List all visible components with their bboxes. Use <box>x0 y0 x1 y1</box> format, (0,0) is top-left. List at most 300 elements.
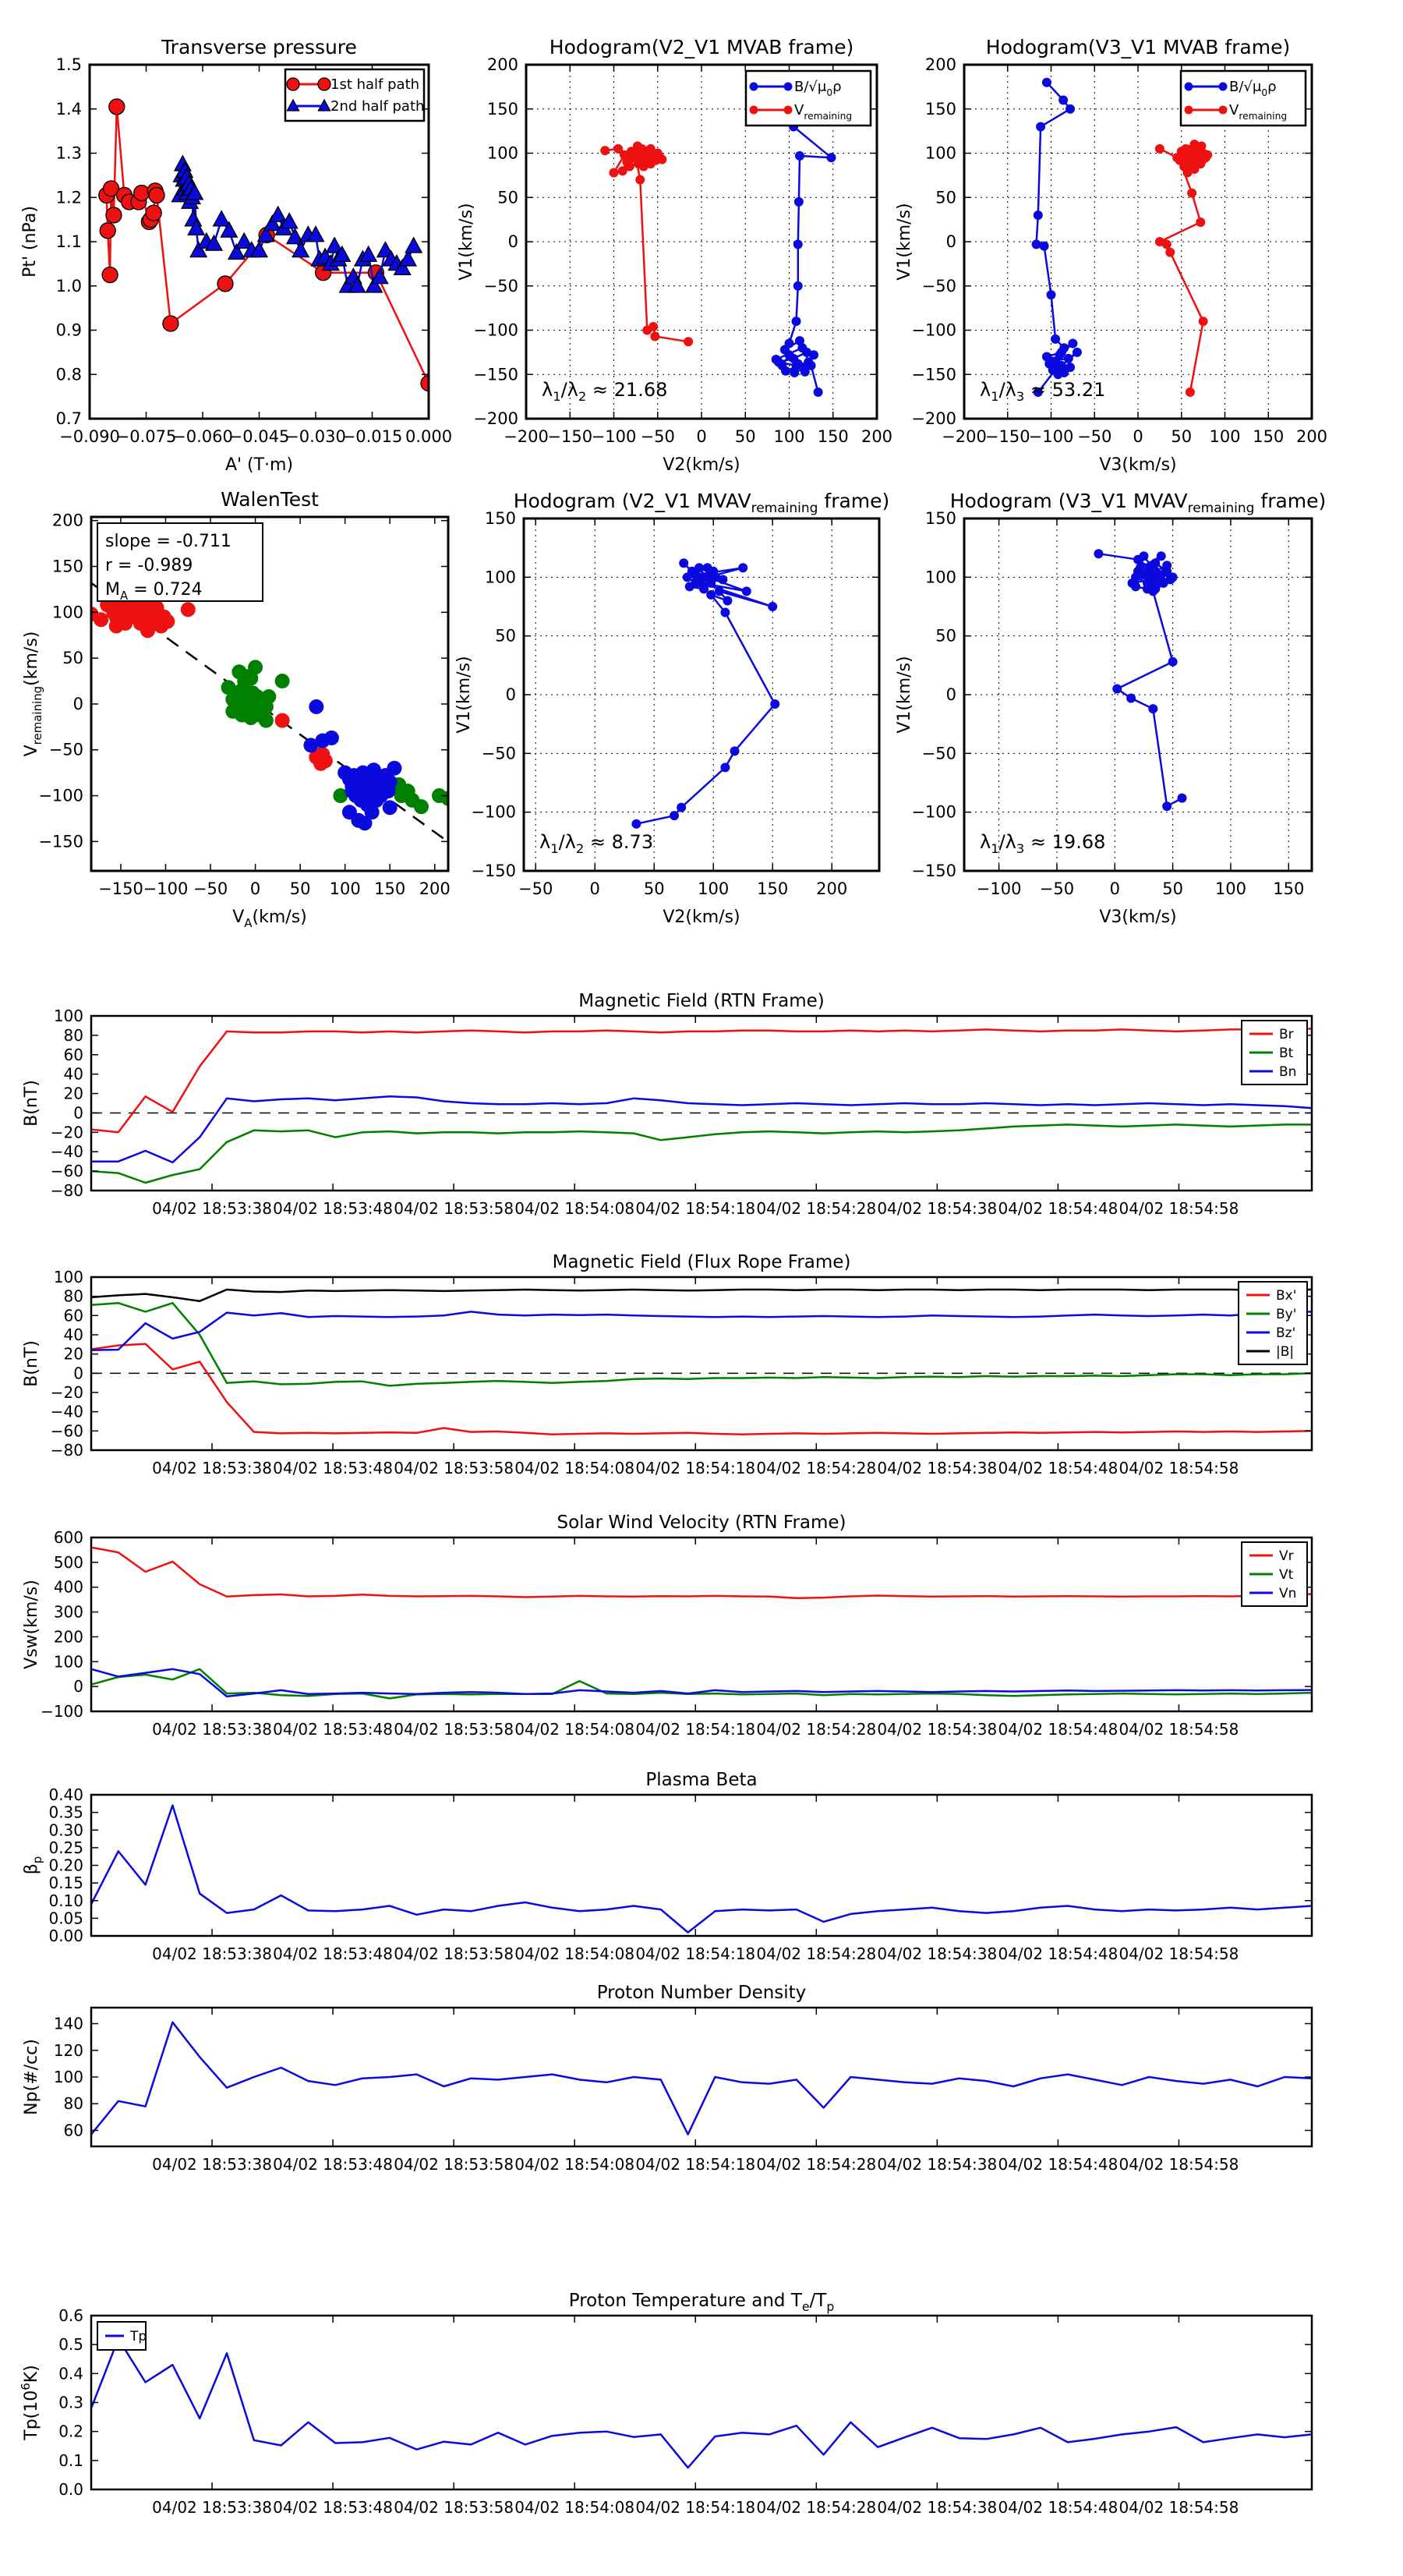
x-tick-label: 50 <box>734 427 756 446</box>
legend-label: |B| <box>1276 1344 1295 1360</box>
plot-area <box>99 99 436 391</box>
y-tick-label: 100 <box>51 603 83 622</box>
y-tick-label: 140 <box>53 2014 83 2033</box>
y-tick-label: 0.35 <box>48 1803 83 1822</box>
x-tick-label: 04/02 18:53:58 <box>394 2155 514 2174</box>
marker <box>109 99 125 115</box>
y-tick-label: −100 <box>41 1702 83 1721</box>
x-tick-label: 04/02 18:54:58 <box>1119 1944 1239 1963</box>
y-tick-label: 0.4 <box>58 2364 83 2383</box>
series-V-remaining <box>600 141 693 346</box>
x-tick-label: 100 <box>1209 427 1241 446</box>
marker <box>631 147 640 157</box>
marker <box>1148 586 1157 596</box>
y-tick-label: 100 <box>53 2068 83 2086</box>
x-tick-label: 50 <box>1162 879 1183 898</box>
y-tick-labels <box>56 55 82 428</box>
x-tick-label: −200 <box>942 427 987 446</box>
y-tick-label: −50 <box>921 744 956 763</box>
legend-label: By' <box>1276 1307 1297 1322</box>
x-tick-label: 04/02 18:53:48 <box>273 2498 394 2517</box>
x-tick-label: 04/02 18:54:38 <box>877 2498 998 2517</box>
marker <box>750 83 758 91</box>
x-axis-label: V2(km/s) <box>663 455 740 475</box>
marker <box>1034 211 1043 220</box>
legend-vsw <box>1242 1542 1307 1606</box>
series-line <box>91 1669 1312 1697</box>
marker <box>793 239 803 249</box>
x-tick-label: 150 <box>757 879 789 898</box>
y-tick-label: −60 <box>50 1421 83 1441</box>
marker <box>1058 95 1068 104</box>
plot-area <box>91 1806 1312 1933</box>
marker <box>697 579 706 588</box>
marker <box>292 242 309 257</box>
y-tick-label: 1.0 <box>55 276 82 295</box>
y-tick-label: 60 <box>63 2121 83 2140</box>
x-tick-label: 04/02 18:54:28 <box>756 1944 877 1963</box>
title-mag-fr: Magnetic Field (Flux Rope Frame) <box>552 1252 851 1272</box>
y-tick-label: 1.4 <box>55 99 82 119</box>
marker <box>1051 334 1060 344</box>
panel-hodogram-v3v1-mvab <box>895 36 1327 475</box>
marker <box>1133 567 1143 576</box>
lambda-annotation: $\lambda_1/\lambda_2 \approx 8.73$ <box>539 831 654 856</box>
x-tick-label: 04/02 18:54:18 <box>635 2155 756 2174</box>
x-tick-label: 04/02 18:54:28 <box>756 2498 877 2517</box>
marker <box>214 211 230 226</box>
plot-area <box>91 2339 1312 2468</box>
marker <box>1094 549 1103 558</box>
marker <box>1155 237 1164 246</box>
marker <box>706 590 716 600</box>
marker <box>94 612 108 627</box>
x-tick-labels <box>942 427 1327 446</box>
plot-area <box>84 583 456 841</box>
y-tick-label: 0.25 <box>48 1838 83 1857</box>
series-V-remaining <box>1155 140 1212 397</box>
series-Tp <box>91 2339 1312 2468</box>
legend-label: Bz' <box>1276 1325 1296 1341</box>
panel-mag-fr <box>22 1252 1312 1477</box>
y-tick-label: −50 <box>48 740 83 759</box>
x-tick-label: 150 <box>1253 427 1285 446</box>
y-tick-label: 0 <box>505 685 516 704</box>
x-tick-label: 04/02 18:54:38 <box>877 2155 998 2174</box>
title-np: Proton Number Density <box>596 1983 807 2003</box>
marker <box>1052 363 1062 372</box>
marker <box>1131 582 1140 591</box>
x-tick-label: 04/02 18:54:38 <box>877 1199 998 1218</box>
panel-vsw <box>22 1513 1312 1739</box>
y-tick-label: −100 <box>911 802 956 822</box>
marker <box>275 674 290 688</box>
marker <box>684 337 693 346</box>
ticks <box>91 2008 1312 2146</box>
x-tick-label: −100 <box>976 879 1022 898</box>
series-line <box>91 1344 1312 1435</box>
x-tick-labels <box>152 2155 1239 2174</box>
marker <box>324 731 339 745</box>
x-tick-label: 04/02 18:54:48 <box>998 1459 1119 1477</box>
ticks <box>91 1277 1312 1450</box>
y-tick-label: −150 <box>911 365 956 384</box>
y-tick-label: 0.8 <box>55 365 82 384</box>
marker <box>149 187 164 203</box>
y-tick-label: 200 <box>51 511 83 530</box>
marker <box>318 78 330 90</box>
legend-hodogram-v3v1-mvab <box>1181 71 1306 126</box>
x-tick-label: 04/02 18:54:28 <box>756 1459 877 1477</box>
axes-box <box>91 1795 1312 1936</box>
y-tick-label: 0.30 <box>48 1821 83 1840</box>
x-tick-labels <box>98 879 451 898</box>
y-tick-label: 100 <box>486 143 518 163</box>
y-tick-label: 200 <box>486 55 518 74</box>
lambda-annotation: $\lambda_1/\lambda_2 \approx 21.68$ <box>542 379 668 404</box>
lambda-annotation: $\lambda_1/\lambda_3 \approx 19.68$ <box>980 831 1106 856</box>
y-tick-label: 100 <box>53 1652 83 1672</box>
marker <box>784 83 793 91</box>
y-tick-label: 500 <box>53 1552 83 1572</box>
legend-label: Br <box>1279 1027 1294 1042</box>
marker <box>1047 290 1056 299</box>
series-Vt <box>91 1669 1312 1699</box>
x-axis-label: $V_A(km/s)$ <box>232 908 307 930</box>
x-tick-label: −50 <box>640 427 675 446</box>
x-tick-label: 04/02 18:53:58 <box>394 1944 514 1963</box>
marker <box>827 153 836 162</box>
marker <box>720 763 730 772</box>
x-tick-label: 200 <box>816 879 848 898</box>
y-tick-label: 150 <box>924 99 956 119</box>
x-tick-label: −0.060 <box>172 427 233 446</box>
legend-label: Vt <box>1279 1567 1294 1583</box>
marker <box>792 317 801 326</box>
marker <box>685 582 694 591</box>
x-tick-labels <box>152 1720 1239 1739</box>
marker <box>102 267 118 283</box>
x-tick-label: 04/02 18:54:18 <box>635 2498 756 2517</box>
y-tick-label: −80 <box>50 1441 83 1460</box>
x-tick-label: 0 <box>1133 427 1143 446</box>
x-tick-label: 04/02 18:53:38 <box>152 1459 272 1477</box>
x-tick-label: 200 <box>861 427 893 446</box>
marker <box>793 281 803 291</box>
y-tick-label: 100 <box>924 568 956 587</box>
series-Bx-prime <box>91 1344 1312 1435</box>
legend-label: $B/√\mu_0\rho$ <box>1229 79 1277 98</box>
x-tick-label: 04/02 18:54:28 <box>756 2155 877 2174</box>
y-tick-label: 0.15 <box>48 1874 83 1893</box>
marker <box>600 146 610 155</box>
marker <box>181 602 196 617</box>
x-tick-label: −200 <box>504 427 549 446</box>
y-tick-label: 0.3 <box>58 2393 83 2412</box>
y-axis-label: B(nT) <box>22 1080 41 1127</box>
y-tick-label: −50 <box>921 276 956 295</box>
y-tick-label: 50 <box>497 188 518 207</box>
x-tick-label: −0.075 <box>115 427 177 446</box>
marker <box>1168 572 1178 582</box>
x-tick-label: 04/02 18:53:38 <box>152 1199 272 1218</box>
series-line <box>91 1096 1312 1162</box>
y-axis-label: Pt' (nPa) <box>20 206 40 278</box>
ticks <box>91 2316 1312 2489</box>
y-tick-label: 150 <box>484 509 516 528</box>
marker <box>1155 144 1164 154</box>
series-Bt <box>91 1124 1312 1183</box>
x-tick-label: −50 <box>193 879 228 898</box>
marker <box>809 350 818 359</box>
x-tick-label: 04/02 18:54:38 <box>877 1944 998 1963</box>
series-line <box>91 1311 1312 1350</box>
marker <box>400 251 416 266</box>
y-tick-label: 1.3 <box>55 143 82 163</box>
marker <box>1187 189 1196 198</box>
title-hodogram-v3v1-mvav: Hodogram (V3_V1 $MVAV_{remaining}$ frame) <box>949 490 1327 516</box>
marker <box>1066 104 1075 114</box>
marker <box>1179 162 1189 172</box>
marker <box>401 784 415 798</box>
marker <box>784 106 793 115</box>
y-tick-label: −80 <box>50 1181 83 1200</box>
y-tick-labels <box>54 2015 83 2140</box>
y-tick-label: 60 <box>63 1045 83 1064</box>
marker <box>134 186 150 201</box>
x-tick-label: 0 <box>696 427 707 446</box>
x-tick-label: −150 <box>984 427 1030 446</box>
x-tick-label: 04/02 18:54:38 <box>877 1459 998 1477</box>
legend-label: 1st half path <box>330 76 420 93</box>
y-tick-label: 0.00 <box>48 1927 83 1945</box>
series-line <box>91 2339 1312 2468</box>
marker <box>720 608 730 617</box>
y-tick-label: 0.5 <box>58 2335 83 2355</box>
marker <box>635 175 645 185</box>
x-tick-label: 50 <box>1171 427 1193 446</box>
panel-hodogram-v3v1-mvav <box>895 490 1326 927</box>
marker <box>1042 78 1051 87</box>
title-transverse-pressure: Transverse pressure <box>161 36 357 58</box>
legend-hodogram-v2v1-mvab <box>746 71 871 126</box>
y-tick-label: 600 <box>53 1528 83 1547</box>
x-tick-label: 04/02 18:53:58 <box>394 2498 514 2517</box>
y-axis-label: B(nT) <box>22 1340 41 1387</box>
x-tick-label: −50 <box>1077 427 1112 446</box>
stats-line: r = -0.989 <box>105 556 193 575</box>
series-2nd-half-path <box>172 156 422 292</box>
y-tick-label: 1.5 <box>55 55 82 74</box>
marker <box>383 800 398 815</box>
y-tick-label: −20 <box>50 1383 83 1402</box>
marker <box>1112 684 1122 693</box>
axes-box <box>91 2008 1312 2146</box>
x-tick-label: 0.000 <box>405 427 453 446</box>
x-tick-label: 100 <box>773 427 805 446</box>
title-hodogram-v3v1-mvab: Hodogram(V3_V1 MVAB frame) <box>985 36 1291 58</box>
y-tick-label: 300 <box>53 1602 83 1622</box>
legend-label: Bn <box>1279 1064 1297 1080</box>
marker <box>140 623 155 638</box>
x-axis-label: V3(km/s) <box>1099 908 1177 927</box>
y-tick-label: −150 <box>911 862 956 880</box>
y-tick-labels <box>471 509 516 880</box>
x-tick-labels <box>152 2498 1239 2517</box>
x-tick-label: −50 <box>518 879 553 898</box>
x-tick-label: 200 <box>419 879 451 898</box>
x-tick-label: −100 <box>591 427 637 446</box>
stats-line: slope = -0.711 <box>105 532 231 551</box>
y-tick-label: 150 <box>486 99 518 119</box>
marker <box>715 586 724 596</box>
x-tick-label: 04/02 18:53:48 <box>273 1720 394 1739</box>
y-tick-label: 400 <box>53 1577 83 1597</box>
x-tick-label: 0 <box>589 879 600 898</box>
plot-area <box>91 1548 1312 1699</box>
x-tick-label: 04/02 18:54:48 <box>998 1720 1119 1739</box>
title-hodogram-v2v1-mvav: Hodogram (V2_V1 $MVAV_{remaining}$ frame) <box>513 490 890 516</box>
x-tick-label: −100 <box>143 879 189 898</box>
y-tick-label: 80 <box>63 2094 83 2114</box>
x-tick-label: 04/02 18:53:58 <box>394 1720 514 1739</box>
legend-tp <box>97 2322 147 2350</box>
series-B-mag <box>91 1290 1312 1301</box>
title-beta: Plasma Beta <box>645 1770 758 1790</box>
ticks <box>91 1537 1312 1711</box>
axes-box <box>91 2316 1312 2489</box>
plot-area <box>524 518 879 871</box>
marker <box>1199 317 1208 326</box>
marker <box>365 805 380 819</box>
marker <box>1186 387 1195 397</box>
y-tick-label: 60 <box>63 1306 83 1325</box>
y-tick-label: 200 <box>924 55 956 74</box>
stats-line: $M_A = 0.724$ <box>105 580 203 603</box>
marker <box>738 563 747 572</box>
marker <box>1185 83 1193 91</box>
series-line <box>91 1806 1312 1933</box>
y-tick-label: −50 <box>481 744 516 763</box>
title-tp: Proton Temperature and $T_e/T_p$ <box>568 2291 835 2314</box>
series-Np <box>91 2022 1312 2135</box>
y-tick-label: 0 <box>72 694 83 713</box>
x-tick-labels <box>152 1199 1239 1218</box>
marker <box>387 761 401 776</box>
x-tick-label: 04/02 18:54:08 <box>514 1459 635 1477</box>
x-tick-label: 100 <box>1214 879 1246 898</box>
series-V-mvav <box>1094 549 1186 811</box>
series-Vr <box>91 1548 1312 1598</box>
series-Bz-prime <box>91 1311 1312 1350</box>
legend-label: 2nd half path <box>330 98 425 115</box>
x-tick-label: 04/02 18:53:38 <box>152 1944 272 1963</box>
y-tick-label: 0.0 <box>58 2480 83 2499</box>
x-tick-labels <box>977 879 1305 898</box>
x-tick-label: 04/02 18:54:38 <box>877 1720 998 1739</box>
x-tick-label: 0 <box>249 879 261 898</box>
x-tick-label: 04/02 18:54:48 <box>998 2155 1119 2174</box>
x-tick-labels <box>504 427 892 446</box>
panel-hodogram-v2v1-mvav <box>454 490 889 927</box>
x-axis-label: A' (T·m) <box>224 455 294 475</box>
x-tick-label: −0.045 <box>228 427 290 446</box>
y-axis-label: $Tp(10^6K)$ <box>19 2365 41 2440</box>
y-tick-label: 0 <box>73 1103 83 1123</box>
marker <box>1157 551 1166 561</box>
legend-transverse-pressure <box>285 69 424 121</box>
panel-hodogram-v2v1-mvab <box>457 36 892 475</box>
legend-label: $V_{remaining}$ <box>1229 102 1288 122</box>
series-line <box>91 1548 1312 1598</box>
series-Vn <box>91 1669 1312 1697</box>
legend-label: Vn <box>1279 1586 1297 1601</box>
marker <box>1064 354 1073 363</box>
marker <box>1154 579 1164 588</box>
x-tick-label: 04/02 18:54:18 <box>635 1199 756 1218</box>
marker <box>650 331 659 341</box>
y-tick-label: −200 <box>473 409 518 428</box>
marker <box>670 811 679 820</box>
panel-tp <box>19 2291 1312 2517</box>
marker <box>100 223 115 239</box>
title-vsw: Solar Wind Velocity (RTN Frame) <box>557 1513 846 1533</box>
y-tick-label: 0.05 <box>48 1909 83 1928</box>
y-tick-label: −100 <box>911 320 956 340</box>
marker <box>790 368 799 377</box>
series-line <box>91 1028 1312 1132</box>
title-mag-rtn: Magnetic Field (RTN Frame) <box>578 991 825 1011</box>
marker <box>750 106 758 115</box>
x-tick-label: 100 <box>329 879 361 898</box>
y-tick-labels <box>473 55 518 428</box>
y-tick-label: −100 <box>471 802 516 822</box>
x-tick-label: 04/02 18:54:48 <box>998 2498 1119 2517</box>
x-tick-label: 50 <box>289 879 311 898</box>
x-tick-label: 04/02 18:53:58 <box>394 1459 514 1477</box>
marker <box>1196 218 1205 227</box>
marker <box>691 570 700 579</box>
marker <box>248 660 263 674</box>
x-tick-label: 04/02 18:54:58 <box>1119 1199 1239 1218</box>
marker <box>1040 242 1049 251</box>
y-tick-label: 0.40 <box>48 1785 83 1804</box>
x-tick-label: 04/02 18:53:48 <box>273 1944 394 1963</box>
y-tick-label: 20 <box>63 1084 83 1103</box>
marker <box>1145 579 1154 588</box>
y-tick-label: −40 <box>50 1142 83 1162</box>
marker <box>657 154 666 164</box>
marker <box>1068 339 1077 349</box>
series-first-half <box>84 585 333 771</box>
y-tick-label: 0 <box>507 232 518 251</box>
y-tick-label: −150 <box>471 862 516 880</box>
x-tick-label: −50 <box>1039 879 1075 898</box>
y-tick-label: 100 <box>924 143 956 163</box>
y-tick-label: −150 <box>38 832 83 851</box>
marker <box>768 602 777 611</box>
x-tick-label: 04/02 18:53:38 <box>152 2498 272 2517</box>
x-tick-label: 04/02 18:54:58 <box>1119 2498 1239 2517</box>
y-tick-labels <box>911 55 956 428</box>
marker <box>1139 551 1148 561</box>
marker <box>1162 801 1172 811</box>
series-line <box>91 2022 1312 2135</box>
series-line <box>91 1124 1312 1183</box>
y-tick-label: 0 <box>945 685 956 704</box>
marker <box>1219 83 1228 91</box>
series-line <box>91 1669 1312 1699</box>
